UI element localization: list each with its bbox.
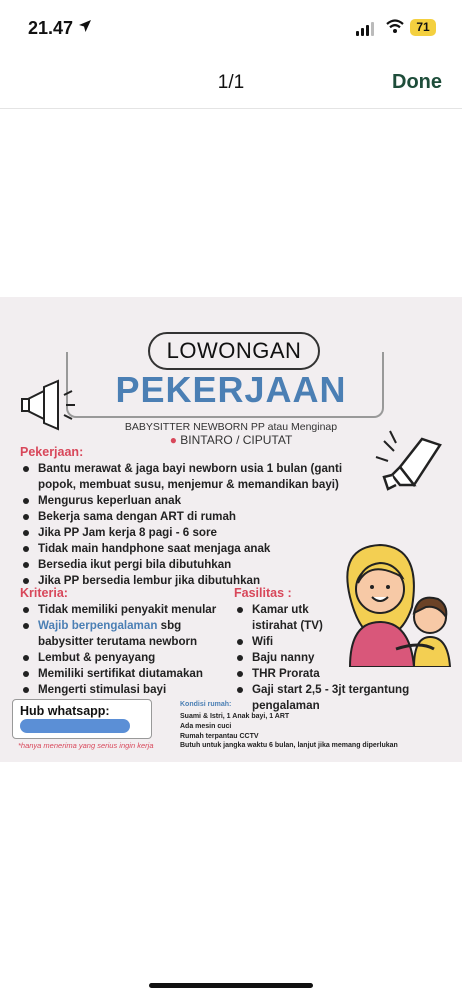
kriteria-list — [18, 602, 233, 698]
list-item: Bantu merawat & jaga bayi newborn usia 1 bulan (ganti popok, membuat susu, menjemur & memandikan bayi) — [18, 461, 358, 493]
heading-lowongan: LOWONGAN — [148, 332, 320, 370]
fasilitas-list — [232, 602, 410, 714]
megaphone-icon-left — [18, 379, 78, 431]
serious-note: *hanya menerima yang serius ingin kerja — [18, 741, 154, 750]
list-item: Bekerja sama dengan ART di rumah — [18, 509, 358, 525]
kriteria-highlight-tail: sbg — [160, 619, 182, 632]
section-title-fasilitas: Fasilitas : — [234, 586, 292, 600]
list-item: Mengerti stimulasi bayi — [18, 682, 233, 698]
megaphone-icon-right — [370, 427, 450, 497]
kriteria-continuation: babysitter terutama newborn — [38, 635, 198, 648]
list-item: Bersedia ikut pergi bila dibutuhkan — [18, 557, 358, 573]
battery-icon: 71 — [410, 19, 436, 36]
kondisi-line: Suami & Istri, 1 Anak bayi, 1 ART — [180, 713, 290, 720]
list-item: Lembut & penyayang — [18, 650, 233, 666]
signal-icon — [356, 22, 374, 36]
page-counter: 1/1 — [217, 72, 245, 93]
job-poster-image — [0, 297, 462, 762]
section-title-kriteria: Kriteria: — [20, 586, 68, 600]
home-indicator[interactable] — [149, 983, 313, 988]
list-item — [18, 618, 233, 650]
list-item: Tidak main handphone saat menjaga anak — [18, 541, 358, 557]
whatsapp-label: Hub whatsapp: — [20, 704, 110, 718]
list-item — [232, 682, 442, 714]
location-text: BINTARO / CIPUTAT — [180, 433, 293, 447]
list-item: Tidak memiliki penyakit menular — [18, 602, 233, 618]
viewer-nav-bar — [0, 58, 462, 109]
redacted-phone-number — [20, 719, 130, 733]
list-item: Wifi — [232, 634, 352, 650]
poster-subtitle: BABYSITTER NEWBORN PP atau Menginap — [124, 421, 338, 433]
duration-note: Butuh untuk jangka waktu 6 bulan, lanjut jika memang diperlukan — [180, 742, 398, 749]
heading-pekerjaan: PEKERJAAN — [115, 369, 347, 410]
list-item: THR Prorata — [232, 666, 352, 682]
wifi-icon — [386, 19, 404, 34]
fasilitas-gaji: Gaji start 2,5 - 3jt tergantung pengalaman — [252, 683, 410, 712]
list-item: Memiliki sertifikat diutamakan — [18, 666, 233, 682]
location-arrow-icon — [78, 19, 92, 33]
kondisi-lines — [180, 712, 289, 742]
section-title-pekerjaan: Pekerjaan: — [20, 445, 84, 459]
list-item: Jika PP Jam kerja 8 pagi - 6 sore — [18, 525, 358, 541]
pekerjaan-list — [18, 461, 358, 589]
list-item: Mengurus keperluan anak — [18, 493, 358, 509]
kriteria-highlight: Wajib berpengalaman — [38, 619, 158, 632]
map-pin-icon: ● — [169, 433, 177, 447]
list-item: Jika PP bersedia lembur jika dibutuhkan — [18, 573, 358, 589]
kondisi-line: Rumah terpantau CCTV — [180, 733, 259, 740]
kondisi-title: Kondisi rumah: — [180, 701, 232, 708]
list-item: Kamar utk istirahat (TV) — [232, 602, 352, 634]
status-bar — [0, 0, 462, 58]
kondisi-line: Ada mesin cuci — [180, 723, 232, 730]
status-time: 21.47 — [28, 18, 74, 38]
list-item: Baju nanny — [232, 650, 352, 666]
done-button[interactable]: Done — [392, 71, 442, 93]
